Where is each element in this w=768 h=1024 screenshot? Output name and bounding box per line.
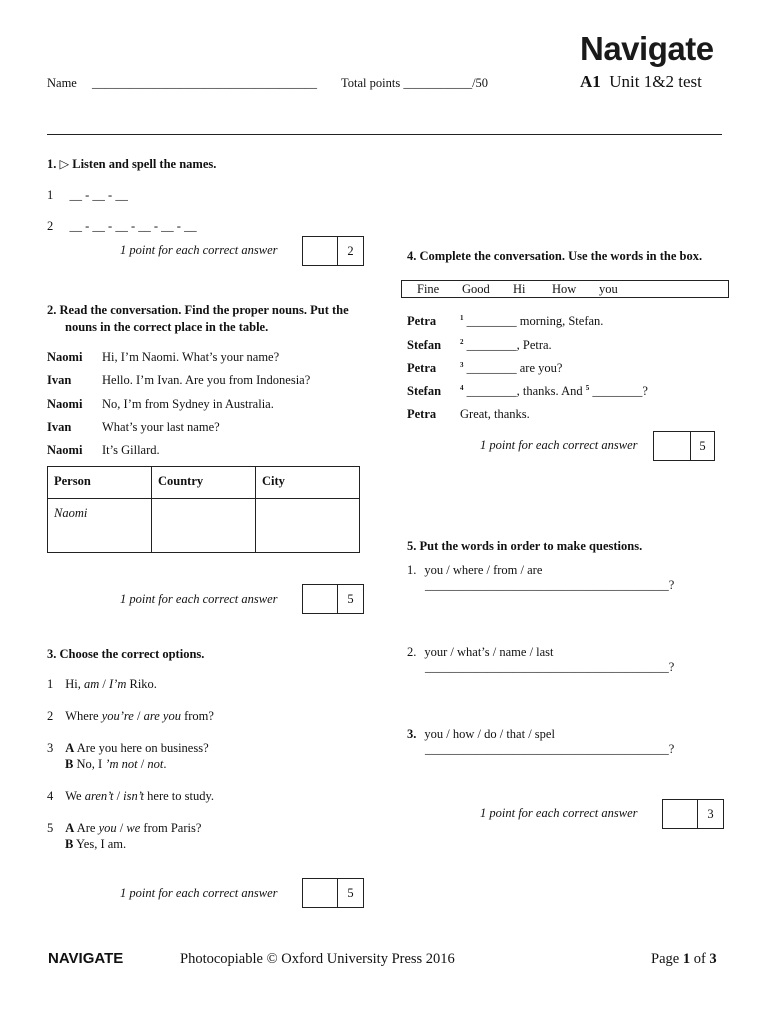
speaker-b-label: B bbox=[65, 837, 74, 851]
table-header-country: Country bbox=[152, 467, 256, 499]
q1-item-num: 2 bbox=[47, 219, 54, 233]
q1-item-blank[interactable]: __ - __ - __ - __ - __ - __ bbox=[69, 219, 197, 233]
page-number: 1 bbox=[682, 951, 691, 967]
q5-item-num: 1. bbox=[407, 563, 417, 577]
navigate-logo: Navigate bbox=[580, 30, 714, 67]
q5-answer-line[interactable]: _______________________________________? bbox=[425, 742, 675, 756]
q3-item-1: 1 Hi, am / I’m Riko. bbox=[47, 677, 157, 691]
conversation-text: ________ are you? bbox=[463, 361, 563, 376]
word-box-word: Hi bbox=[513, 282, 526, 296]
q3-text: Riko. bbox=[126, 677, 157, 691]
q5-item bbox=[407, 645, 554, 660]
q2-score-box[interactable] bbox=[302, 584, 364, 614]
q3-max-points: 5 bbox=[347, 885, 354, 900]
q3-item-num: 5 bbox=[47, 821, 54, 835]
q3-text: from Paris? bbox=[140, 821, 202, 835]
header-divider bbox=[47, 134, 722, 135]
q1-item bbox=[47, 219, 197, 234]
q3-text: Are you here on business? bbox=[74, 741, 209, 755]
footer-copyright: Photocopiable © Oxford University Press 2016 bbox=[180, 951, 455, 967]
word-box-word: How bbox=[552, 282, 577, 296]
q3-item-2: 2 Where you’re / are you from? bbox=[47, 709, 214, 723]
q1-title: 1. ▷ Listen and spell the names. bbox=[47, 157, 217, 171]
q4-points-label: 1 point for each correct answer bbox=[480, 438, 638, 452]
word-box-word: Good bbox=[462, 282, 490, 296]
proper-nouns-table bbox=[47, 466, 360, 553]
q4-score-box[interactable] bbox=[653, 431, 715, 461]
speaker-a-label: A bbox=[65, 821, 75, 835]
q3-option[interactable]: not bbox=[147, 757, 164, 771]
page-indicator bbox=[651, 951, 717, 968]
q3-points-label: 1 point for each correct answer bbox=[120, 886, 278, 900]
q5-answer-line[interactable]: _______________________________________? bbox=[425, 578, 675, 592]
dialogue-line: Hello. I’m Ivan. Are you from Indonesia? bbox=[102, 373, 311, 387]
conversation-line[interactable] bbox=[460, 384, 648, 399]
dialogue-speaker: Naomi bbox=[47, 397, 83, 411]
q3-item-4: 4 We aren’t / isn’t here to study. bbox=[47, 789, 215, 803]
q3-item-5: 5 A Are you / we from Paris? bbox=[47, 821, 202, 835]
word-box-word: Fine bbox=[417, 282, 440, 296]
q3-option[interactable]: I’m bbox=[109, 677, 127, 691]
conversation-line: Great, thanks. bbox=[460, 407, 530, 421]
gap-number: 2 bbox=[460, 338, 464, 346]
q3-option[interactable]: aren’t bbox=[84, 789, 114, 803]
conversation-speaker: Stefan bbox=[407, 338, 442, 352]
dialogue-speaker: Ivan bbox=[47, 373, 72, 387]
conversation-speaker: Petra bbox=[407, 361, 437, 375]
q3-option[interactable]: you’re bbox=[101, 709, 134, 723]
q3-item-num: 2 bbox=[47, 709, 54, 723]
speaker-a-label: A bbox=[65, 741, 75, 755]
name-field[interactable]: ____________________________________ bbox=[92, 76, 317, 90]
q2-title-line2: nouns in the correct place in the table. bbox=[65, 320, 269, 334]
page-label: Page bbox=[651, 951, 683, 967]
q4-title: 4. Complete the conversation. Use the words in the box. bbox=[407, 249, 703, 263]
q3-item-num: 3 bbox=[47, 741, 54, 755]
q3-title: 3. Choose the correct options. bbox=[47, 647, 205, 661]
conversation-speaker: Petra bbox=[407, 407, 437, 421]
q3-option[interactable]: we bbox=[126, 821, 141, 835]
level-label bbox=[580, 72, 702, 92]
q3-item-3-b: B No, I ’m not / not. bbox=[65, 757, 167, 771]
conversation-line[interactable] bbox=[460, 361, 562, 376]
table-cell-person[interactable]: Naomi bbox=[48, 499, 152, 553]
q5-words: you / where / from / are bbox=[424, 563, 543, 577]
footer-brand: NAVIGATE bbox=[48, 950, 124, 967]
dialogue-line: It’s Gillard. bbox=[102, 443, 160, 457]
q1-max-points: 2 bbox=[347, 243, 354, 258]
q3-option[interactable]: ’m not bbox=[105, 757, 138, 771]
q3-text: Yes, I am. bbox=[73, 837, 127, 851]
table-cell-city[interactable] bbox=[256, 499, 360, 553]
q5-title: 5. Put the words in order to make questions. bbox=[407, 539, 643, 553]
q2-title-line1: 2. Read the conversation. Find the proper nouns. Put the bbox=[47, 303, 349, 317]
conversation-speaker: Petra bbox=[407, 314, 437, 328]
page-total: 3 bbox=[709, 951, 717, 967]
conversation-text: ________? bbox=[589, 384, 648, 399]
q3-item-5-b bbox=[65, 837, 126, 852]
q5-item-num: 3. bbox=[407, 727, 417, 741]
q3-text: Hi, bbox=[65, 677, 84, 691]
q3-text: . bbox=[163, 757, 167, 771]
gap-number: 4 bbox=[460, 384, 464, 392]
q5-item-num: 2. bbox=[407, 645, 417, 659]
q2-max-points: 5 bbox=[347, 591, 354, 606]
name-label: Name bbox=[47, 76, 77, 90]
q3-score-box[interactable] bbox=[302, 878, 364, 908]
dialogue-speaker: Naomi bbox=[47, 443, 83, 457]
q2-points-label: 1 point for each correct answer bbox=[120, 592, 278, 606]
q3-option[interactable]: you bbox=[98, 821, 117, 835]
q3-item-3 bbox=[47, 741, 209, 756]
page-of: of bbox=[690, 951, 710, 967]
q5-item bbox=[407, 563, 542, 578]
dialogue-speaker: Naomi bbox=[47, 350, 83, 364]
q5-score-box[interactable] bbox=[662, 799, 724, 829]
q5-answer-line[interactable]: _______________________________________? bbox=[425, 660, 675, 674]
q3-text: We bbox=[65, 789, 85, 803]
total-points-field[interactable]: Total points ___________/50 bbox=[341, 76, 489, 90]
q5-item bbox=[407, 727, 555, 742]
q3-item-num: 1 bbox=[47, 677, 54, 691]
q3-text: here to study. bbox=[144, 789, 215, 803]
q5-words: your / what’s / name / last bbox=[424, 645, 554, 659]
q4-max-points: 5 bbox=[699, 438, 706, 453]
conversation-text: ________ morning, Stefan. bbox=[463, 314, 604, 329]
q3-option[interactable]: are you bbox=[143, 709, 181, 723]
dialogue-line: No, I’m from Sydney in Australia. bbox=[102, 397, 274, 411]
gap-number: 3 bbox=[460, 361, 464, 369]
q1-points-label: 1 point for each correct answer bbox=[120, 243, 278, 257]
table-header-person: Person bbox=[48, 467, 152, 499]
conversation-speaker: Stefan bbox=[407, 384, 442, 398]
gap-number: 1 bbox=[460, 314, 464, 322]
q5-points-label: 1 point for each correct answer bbox=[480, 806, 638, 820]
conversation-text: ________, Petra. bbox=[463, 338, 552, 353]
q3-text: No, I bbox=[73, 757, 106, 771]
gap-number: 5 bbox=[585, 384, 590, 392]
q3-text: from? bbox=[180, 709, 214, 723]
q5-max-points: 3 bbox=[707, 806, 714, 821]
q3-text: Where bbox=[65, 709, 102, 723]
dialogue-line: What’s your last name? bbox=[102, 420, 220, 434]
conversation-text: ________, thanks. And bbox=[463, 384, 586, 399]
speaker-b-label: B bbox=[65, 757, 74, 771]
q1-item-num: 1 bbox=[47, 188, 54, 202]
q3-text: Are bbox=[74, 821, 99, 835]
conversation-line[interactable] bbox=[460, 338, 552, 353]
table-cell-country[interactable] bbox=[152, 499, 256, 553]
table-header-city: City bbox=[256, 467, 360, 499]
word-box-word: you bbox=[599, 282, 618, 296]
q3-option[interactable]: am bbox=[84, 677, 100, 691]
level: A1 bbox=[580, 72, 601, 91]
q3-item-num: 4 bbox=[47, 789, 54, 803]
q5-words: you / how / do / that / spel bbox=[424, 727, 555, 741]
q1-item-blank[interactable]: __ - __ - __ bbox=[69, 188, 128, 202]
dialogue-line: Hi, I’m Naomi. What’s your name? bbox=[102, 350, 280, 364]
word-box bbox=[401, 280, 729, 298]
test-name: Unit 1&2 test bbox=[609, 72, 702, 91]
q1-item bbox=[47, 188, 128, 203]
q3-option[interactable]: isn’t bbox=[123, 789, 145, 803]
conversation-line[interactable] bbox=[460, 314, 603, 329]
dialogue-speaker: Ivan bbox=[47, 420, 72, 434]
q1-score-box[interactable] bbox=[302, 236, 364, 266]
